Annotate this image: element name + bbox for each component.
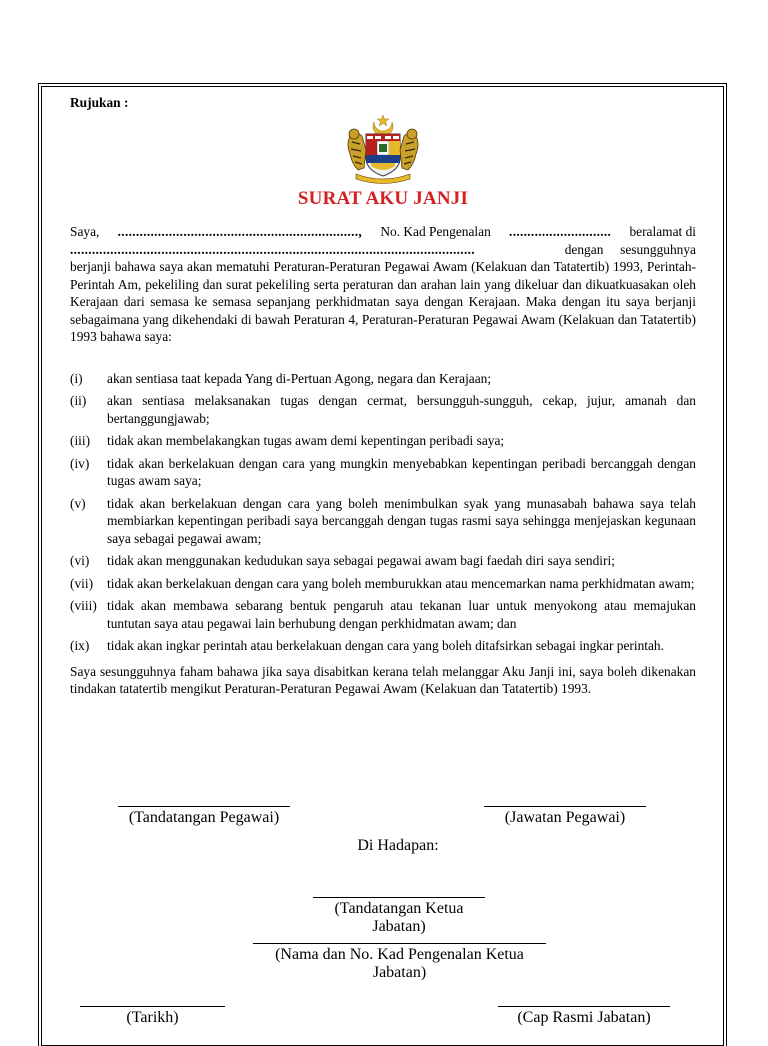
duty-number: (ix) (70, 638, 90, 653)
duty-text: tidak akan berkelakuan dengan cara yang boleh memburukkan atau mencemarkan nama perkhidmatan awam; (107, 575, 695, 591)
intro-line-2-text: dengan sesungguhnya (564, 241, 696, 257)
duty-item (70, 495, 696, 548)
duty-number: (iii) (70, 433, 91, 448)
reference-label: Rujukan : (70, 95, 129, 110)
intro-paragraph (70, 223, 696, 346)
intro-line-2 (70, 241, 696, 259)
duty-number: (vi) (70, 553, 90, 568)
intro-body: berjanji bahawa saya akan mematuhi Peraturan-Peraturan Pegawai Awam (Kelakuan dan Tatatertib) 1993, Perintah-Perintah Am, pekeliling dan surat pekeliling serta peraturan dan arahan lain yang dikeluar dan dikuatkuasakan oleh Kerajaan dari semasa ke semasa sepanjang perkhidmatan saya dengan Kerajaan. Maka dengan itu saya berjanji sebagaimana yang dikehendaki di bawah Peraturan 4, Peraturan-Peraturan Pegawai Awam (Kelakuan dan Tatatertib) 1993 bahawa saya: (70, 259, 696, 344)
signature-line (253, 943, 546, 944)
address-blank: ............................................................................................................... (70, 241, 475, 257)
duty-text: tidak akan berkelakuan dengan cara yang boleh menimbulkan syak yang munasabah bahawa saya telah membiarkan kepentingan peribadi saya bercanggah dengan tugas rasmi saya sehingga menjejaskan kegunaan saya sebagai pegawai awam; (107, 495, 696, 546)
duty-item (70, 575, 696, 593)
intro-line-1 (70, 223, 696, 241)
duty-number: (viii) (70, 598, 97, 613)
signature-section (70, 806, 696, 1036)
duty-item (70, 597, 696, 632)
duty-item (70, 370, 696, 388)
duty-item (70, 552, 696, 570)
date-label: (Tarikh) (126, 1009, 179, 1026)
duty-item (70, 432, 696, 450)
head-signature-label: (Tandatangan Ketua Jabatan) (334, 900, 464, 935)
duty-text: tidak akan berkelakuan dengan cara yang mungkin menyebabkan kepentingan peribadi bercanggah dengan tugas awam saya; (107, 455, 696, 488)
duty-text: akan sentiasa melaksanakan tugas dengan cermat, bersungguh-sungguh, cekap, jujur, amanah dan bertanggungjawab; (107, 393, 696, 426)
duty-number: (v) (70, 495, 86, 511)
document-title: SURAT AKU JANJI (297, 188, 469, 209)
signature-line (80, 1006, 225, 1007)
duty-text: akan sentiasa taat kepada Yang di-Pertuan Agong, negara dan Kerajaan; (107, 370, 492, 386)
duty-text: tidak akan menggunakan kedudukan saya sebagai pegawai awam bagi faedah diri saya sendiri; (107, 553, 615, 568)
duty-text: tidak akan ingkar perintah atau berkelakuan dengan cara yang boleh ditafsirkan sebagai ingkar perintah. (107, 638, 664, 653)
duty-text: tidak akan membelakangkan tugas awam demi kepentingan peribadi saya; (107, 433, 505, 448)
malaysia-coat-of-arms-icon (338, 114, 428, 186)
duty-item (70, 392, 696, 427)
letter-body (70, 94, 696, 698)
duties-list (70, 370, 696, 655)
closing-paragraph: Saya sesungguhnya faham bahawa jika saya disabitkan kerana telah melanggar Aku Janji ini, saya boleh dikenakan tindakan tatatertib mengikut Peraturan-Peraturan Pegawai Awam (Kelakuan dan Tatatertib) 1993. (70, 663, 696, 696)
name-blank: .................................................................., (117, 224, 363, 239)
signature-line (498, 1006, 670, 1007)
head-name-ic-block (253, 943, 546, 982)
duty-text: tidak akan membawa sebarang bentuk pengaruh atau tekanan luar untuk menyokong atau memajukan tuntutan saya atau pegawai lain berhubung dengan perkhidmatan awam; dan (107, 598, 696, 631)
duty-number: (vii) (70, 575, 94, 591)
signature-line (484, 806, 646, 807)
signature-line (118, 806, 290, 807)
duty-number: (iv) (70, 455, 90, 471)
duty-number: (ii) (70, 393, 87, 408)
in-presence-label: Di Hadapan: (357, 837, 439, 854)
intro-saya: Saya, (70, 224, 100, 239)
ic-label: No. Kad Pengenalan (380, 224, 491, 239)
head-signature-block (313, 897, 485, 936)
address-label: beralamat di (629, 224, 696, 239)
officer-signature-label: (Tandatangan Pegawai) (128, 809, 280, 826)
duty-item (70, 637, 696, 655)
officer-position-label: (Jawatan Pegawai) (504, 809, 626, 826)
official-stamp-label: (Cap Rasmi Jabatan) (517, 1009, 651, 1026)
ic-blank: ............................ (509, 224, 612, 239)
signature-line (313, 897, 485, 898)
duty-number: (i) (70, 370, 83, 386)
head-name-ic-label: (Nama dan No. Kad Pengenalan Ketua Jabatan) (275, 946, 524, 981)
duty-item (70, 455, 696, 490)
officer-signature-block (118, 806, 290, 827)
officer-position-block (484, 806, 646, 827)
